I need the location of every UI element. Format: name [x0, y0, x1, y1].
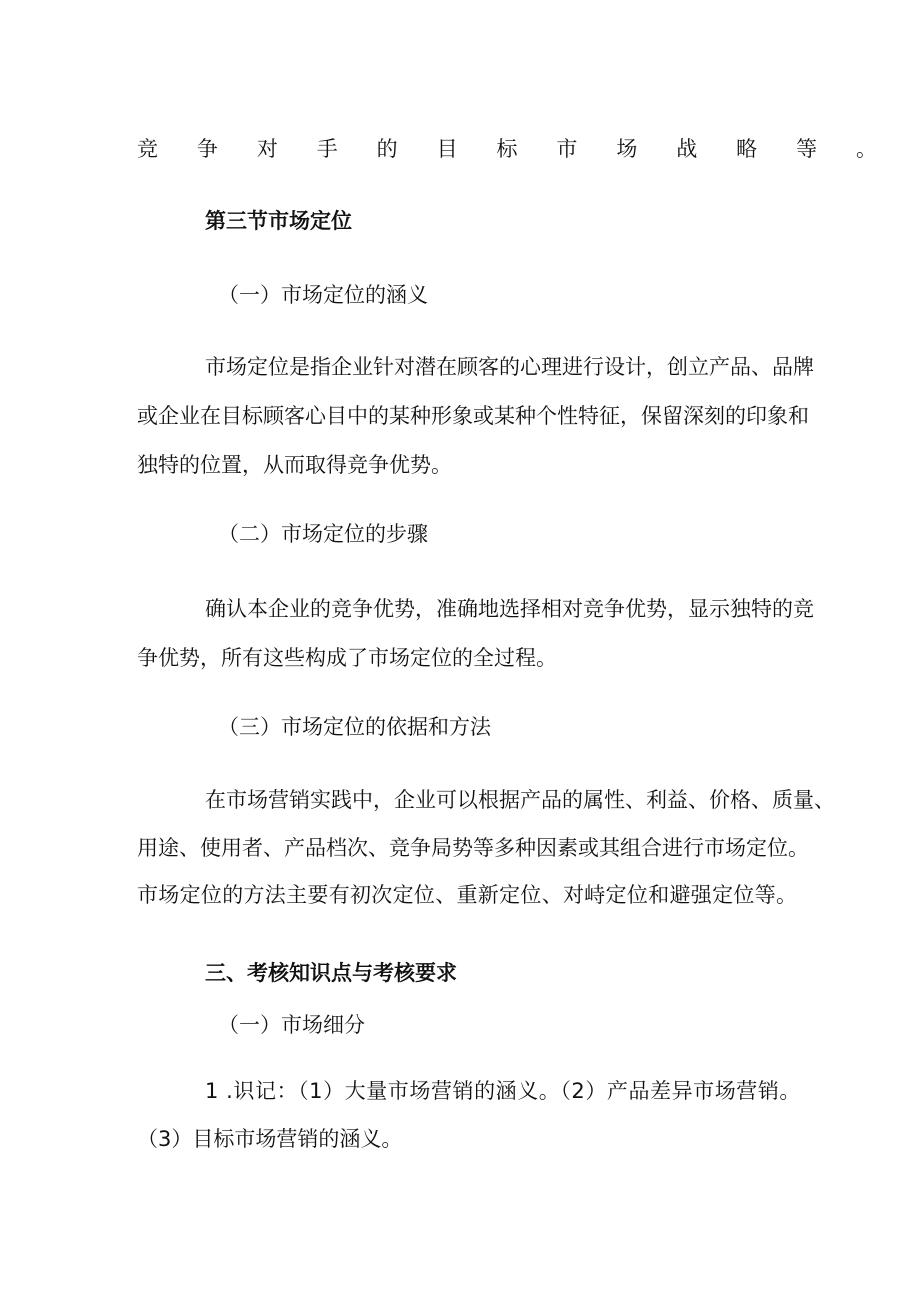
paragraph-line: 市场定位的方法主要有初次定位、重新定位、对峙定位和避强定位等。 — [137, 883, 798, 907]
paragraph-line: 在市场营销实践中，企业可以根据产品的属性、利益、价格、质量、 — [205, 788, 835, 812]
subsection-title: （三）市场定位的依据和方法 — [218, 715, 491, 739]
paragraph-line: 竞争对手的目标市场战略等。 — [137, 137, 916, 161]
paragraph-line: 用途、使用者、产品档次、竞争局势等多种因素或其组合进行市场定位。 — [137, 836, 809, 860]
paragraph-line: 或企业在目标顾客心目中的某种形象或某种个性特征，保留深刻的印象和 — [137, 404, 809, 428]
section-title: 三、考核知识点与考核要求 — [205, 961, 457, 985]
paragraph-line: 市场定位是指企业针对潜在顾客的心理进行设计，创立产品、品牌 — [205, 355, 814, 379]
paragraph-line: 1 .识记：（1）大量市场营销的涵义。（2）产品差异市场营销。 — [205, 1079, 801, 1103]
subsection-title: （二）市场定位的步骤 — [218, 522, 428, 546]
subsection-title: （一）市场细分 — [218, 1013, 365, 1037]
paragraph-line: （3）目标市场营销的涵义。 — [137, 1127, 403, 1151]
paragraph-line: 争优势，所有这些构成了市场定位的全过程。 — [137, 646, 557, 670]
subsection-title: （一）市场定位的涵义 — [218, 283, 428, 307]
section-title: 第三节市场定位 — [205, 209, 352, 233]
paragraph-line: 独特的位置，从而取得竞争优势。 — [137, 453, 452, 477]
paragraph-line: 确认本企业的竞争优势，准确地选择相对竞争优势，显示独特的竞 — [205, 597, 814, 621]
